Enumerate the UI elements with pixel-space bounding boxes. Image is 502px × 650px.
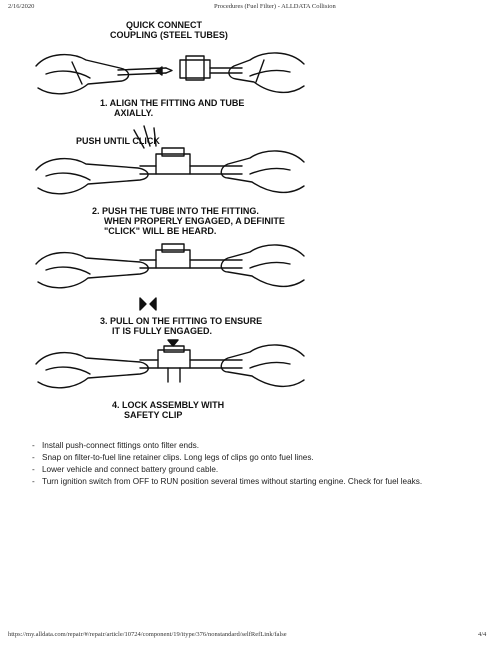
step4-drawing	[36, 340, 304, 388]
step1-caption-line2: AXIALLY.	[114, 108, 154, 118]
header-title: Procedures (Fuel Filter) - ALLDATA Collision	[214, 3, 336, 10]
illustration-svg	[28, 18, 310, 428]
list-item-text: Snap on filter-to-fuel line retainer clips. Long legs of clips go onto fuel lines.	[42, 453, 314, 462]
footer-url[interactable]: https://my.alldata.com/repair/#/repair/article/10724/component/19/itype/376/nonstandard/selfRefLink/false	[8, 631, 287, 638]
figure-title-line1: QUICK CONNECT	[126, 20, 202, 30]
list-dash: -	[32, 453, 35, 462]
header-date: 2/16/2020	[8, 3, 35, 10]
step1-caption-line1: 1. ALIGN THE FITTING AND TUBE	[100, 98, 245, 108]
step3-caption-line1: 3. PULL ON THE FITTING TO ENSURE	[100, 316, 263, 326]
list-item	[32, 452, 492, 464]
step2-caption-line2: WHEN PROPERLY ENGAGED, A DEFINITE	[104, 216, 285, 226]
list-item-text: Turn ignition switch from OFF to RUN position several times without starting engine. Check for fuel leaks.	[42, 477, 423, 486]
push-until-click-label: PUSH UNTIL CLICK	[76, 136, 160, 146]
step2-caption-line1: 2. PUSH THE TUBE INTO THE FITTING.	[92, 206, 259, 216]
list-item-text: Lower vehicle and connect battery ground cable.	[42, 465, 219, 474]
footer-page-number: 4/4	[478, 631, 487, 638]
figure-title-line2: COUPLING (STEEL TUBES)	[110, 30, 228, 40]
step2-caption-line3: "CLICK" WILL BE HEARD.	[104, 226, 217, 236]
list-item	[32, 440, 492, 452]
step4-caption-line1: 4. LOCK ASSEMBLY WITH	[112, 400, 225, 410]
procedure-steps-list	[32, 440, 492, 488]
quick-connect-illustration	[28, 18, 310, 428]
step4-caption-line2: SAFETY CLIP	[124, 410, 183, 420]
list-item-text: Install push-connect fittings onto filter ends.	[42, 441, 200, 450]
step1-drawing	[36, 53, 304, 94]
list-dash: -	[32, 441, 35, 450]
list-item	[32, 464, 492, 476]
list-dash: -	[32, 465, 35, 474]
list-dash: -	[32, 477, 35, 486]
list-item	[32, 476, 492, 488]
step3-caption-line2: IT IS FULLY ENGAGED.	[112, 326, 213, 336]
step3-drawing	[36, 244, 304, 310]
